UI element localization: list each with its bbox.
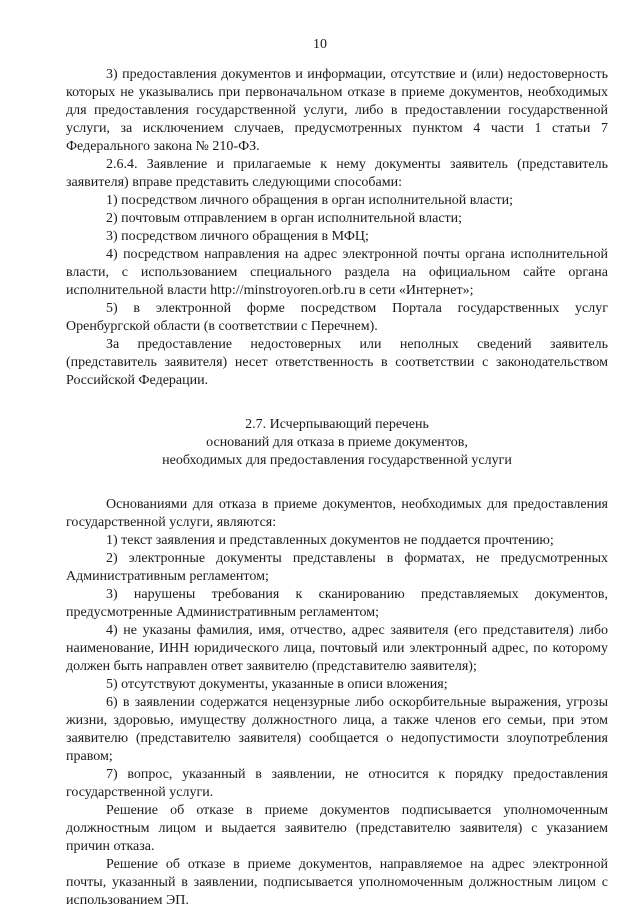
section-heading-line-1: 2.7. Исчерпывающий перечень xyxy=(245,417,429,432)
section-heading-line-3: необходимых для предоставления государственной услуги xyxy=(162,453,512,468)
paragraph-2: 2.6.4. Заявление и прилагаемые к нему документы заявитель (представитель заявителя) вправе представить следующими способами: xyxy=(66,157,608,190)
reason-item-7: 7) вопрос, указанный в заявлении, не относится к порядку предоставления государственной услуги. xyxy=(66,767,608,800)
paragraph-1: 3) предоставления документов и информации, отсутствие и (или) недостоверность которых не указывались при первоначальном отказе в приеме документов, необходимых для предоставления государственной услуги, либо в предоставлении государственной услуги, за исключением случаев, предусмотренных пунктом 4 части 1 статьи 7 Федерального закона № 210-ФЗ. xyxy=(66,67,608,154)
list-item-1: 1) посредством личного обращения в орган исполнительной власти; xyxy=(106,193,514,208)
page-number: 10 xyxy=(313,37,327,52)
list-item-4: 4) посредством направления на адрес электронной почты органа исполнительной власти, с использованием специального раздела на официальном сайте органа исполнительной власти http://minstroyoren.orb.ru в сети «Интернет»; xyxy=(66,247,608,298)
list-item-2: 2) почтовым отправлением в орган исполнительной власти; xyxy=(106,211,463,226)
document-body xyxy=(66,66,608,910)
list-item-5: 5) в электронной форме посредством Портала государственных услуг Оренбургской области (в соответствии с Перечнем). xyxy=(66,301,608,334)
paragraph-3: За предоставление недостоверных или неполных сведений заявитель (представитель заявителя) несет ответственность в соответствии с законодательством Российской Федерации. xyxy=(66,337,608,388)
section-heading xyxy=(66,416,608,470)
reason-item-4: 4) не указаны фамилия, имя, отчество, адрес заявителя (его представителя) либо наименование, ИНН юридического лица, почтовый или электронный адрес, по которому должен быть направлен ответ заявителю (представителю заявителя); xyxy=(66,623,608,674)
list-item-3: 3) посредством личного обращения в МФЦ; xyxy=(106,229,369,244)
reason-item-6: 6) в заявлении содержатся нецензурные либо оскорбительные выражения, угрозы жизни, здоровью, имуществу должностного лица, а также членов его семьи, при этом заявителю (представителю заявителя) сообщается о недопустимости злоупотребления правом; xyxy=(66,695,608,764)
reason-item-5: 5) отсутствуют документы, указанные в описи вложения; xyxy=(106,677,448,692)
paragraph-5: Решение об отказе в приеме документов подписывается уполномоченным должностным лицом и выдается заявителю (представителю заявителя) с указанием причин отказа. xyxy=(66,803,608,854)
paragraph-4: Основаниями для отказа в приеме документов, необходимых для предоставления государственной услуги, являются: xyxy=(66,497,608,530)
reason-item-3: 3) нарушены требования к сканированию представляемых документов, предусмотренные Административным регламентом; xyxy=(66,587,608,620)
reason-item-1: 1) текст заявления и представленных документов не поддается прочтению; xyxy=(106,533,554,548)
section-heading-line-2: оснований для отказа в приеме документов, xyxy=(206,435,468,450)
reason-item-2: 2) электронные документы представлены в форматах, не предусмотренных Административным регламентом; xyxy=(66,551,608,584)
paragraph-6: Решение об отказе в приеме документов, направляемое на адрес электронной почты, указанный в заявлении, подписывается уполномоченным должностным лицом с использованием ЭП. xyxy=(66,857,608,908)
